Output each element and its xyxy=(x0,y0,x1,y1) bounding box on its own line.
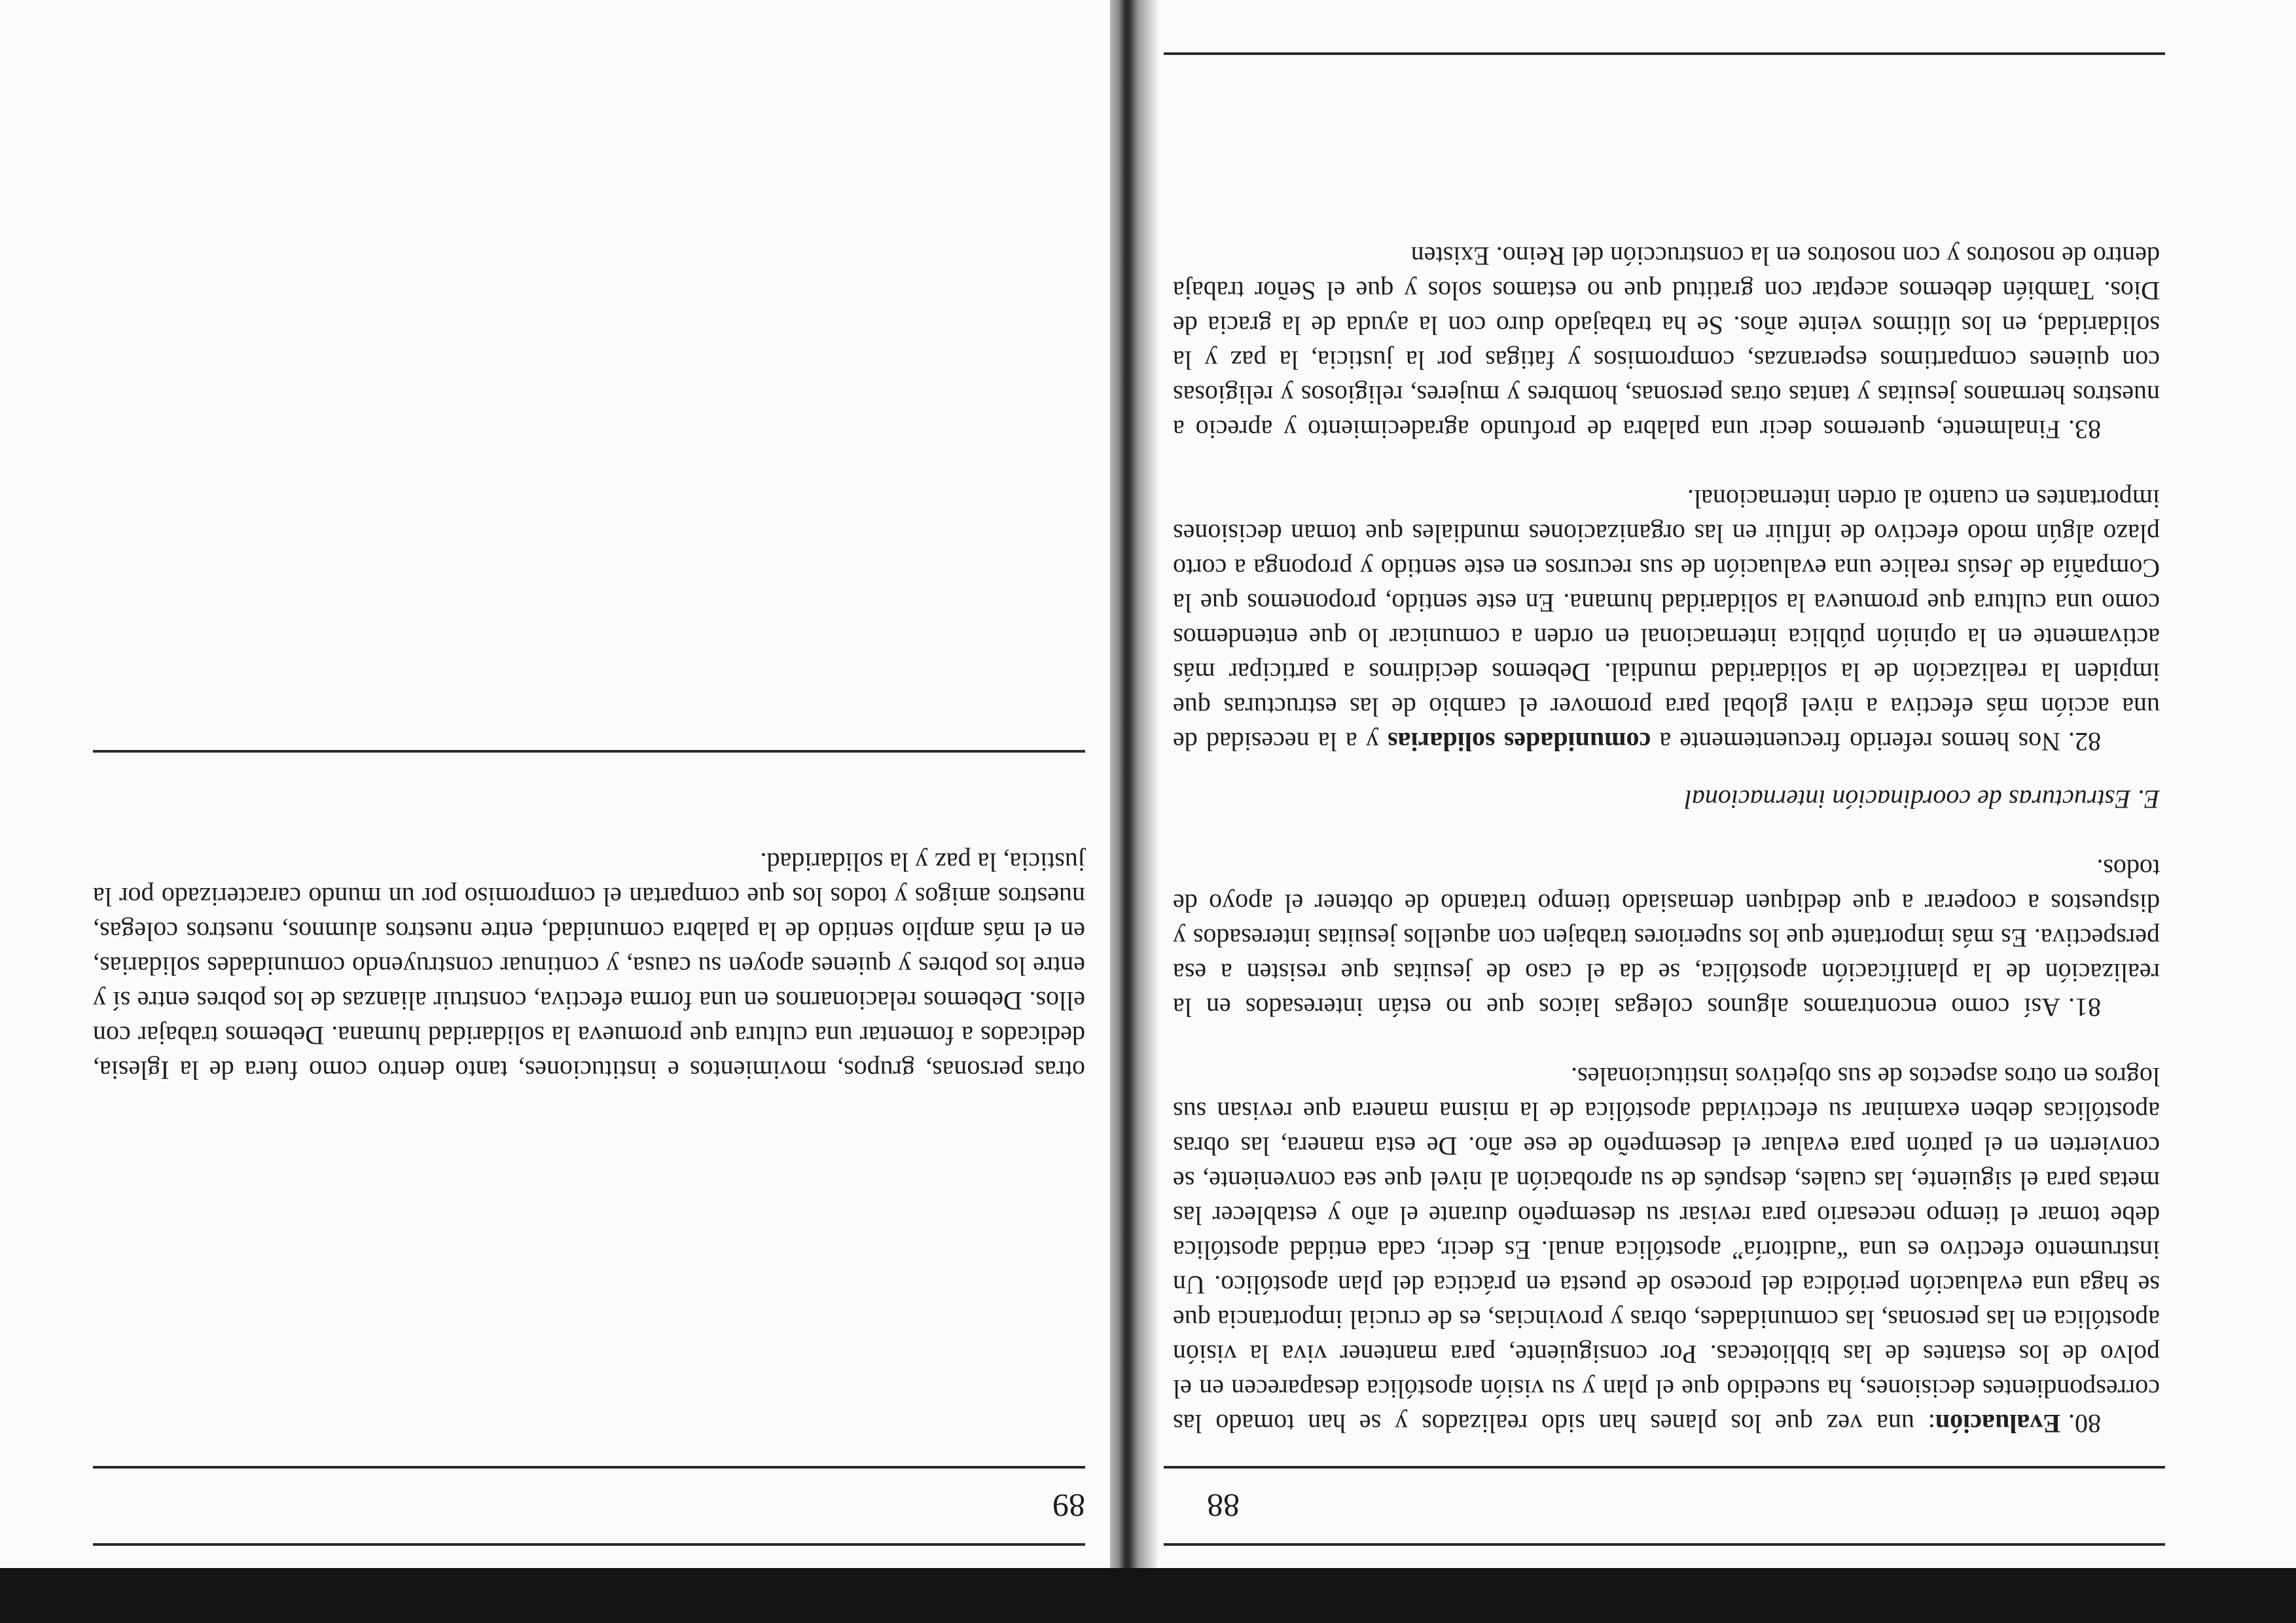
header-rule-bottom xyxy=(93,1466,1085,1469)
paragraph-number: 81. xyxy=(2068,993,2101,1022)
paragraph-text: Nos hemos referido frecuentemente a xyxy=(1651,727,2060,757)
paragraph-text: : una vez que los planes han sido realizados y se han tomado las correspondientes decisiones, ha sucedido que el plan y su visión apostólica desaparecen en el polvo de los estantes de las bibliotecas. Por consiguiente, para mantener viva la visión apostólica en las personas, las comunidades, obras y provincias, es de crucial importancia que se haga una evaluación periódica del proceso de puesta en práctica del plan apostólico. Un instrumento efectivo es una “auditoría” apostólica anual. Es decir, cada entidad apostólica debe tomar el tiempo necesario para revisar su desempeño durante el año y establecer las metas para el siguiente, las cuales, después de su aprobación al nivel que sea conveniente, se convierten en el patrón para evaluar el desempeño de ese año. De esta manera, las obras apostólicas deben examinar su efectividad apostólica de la misma manera que revisan sus logros en otros aspectos de sus objetivos institucionales. xyxy=(1173,1062,2160,1438)
paragraph-81 xyxy=(1173,851,2160,1025)
paragraph-83 xyxy=(1173,239,2160,447)
paragraph-82 xyxy=(1173,482,2160,759)
paragraph-text: y a la necesidad de una acción más efectiva a nivel global para promover el cambio de las estructuras que impiden la realización de la solidaridad mundial. Debemos decidirnos a participar más activamente en la opinión pública internacional en orden a comunicar lo que entendemos como una cultura que promueva la solidaridad humana. En este sentido, proponemos que la Compañía de Jesús realice una evaluación de sus recursos en este sentido y proponga a corto plazo algún modo efectivo de influir en las organizaciones mundiales que toman decisiones importantes en cuanto al orden internacional. xyxy=(1172,484,2160,757)
left-page xyxy=(1138,0,2296,1568)
paragraph-continuation: otras personas, grupos, movimientos e instituciones, tanto dentro como fuera de la Iglesia, dedicados a fomentar una cultura que promueva la solidaridad humana. Debemos trabajar con ellos. Debemos relacionarnos en una forma efectiva, construir alianzas de los pobres entre sí y entre los pobres y quienes apoyen su causa, y continuar construyendo comunidades solidarias, en el más amplio sentido de la palabra comunidad, entre nuestros alumnos, nuestros colegas, nuestros amigos y todos los que compartan el compromiso por un mundo caracterizado por la justicia, la paz y la solidaridad. xyxy=(93,847,1085,1085)
section-end-rule xyxy=(93,750,1085,753)
paragraph-text: Finalmente, queremos decir una palabra de profundo agradecimiento y aprecio a nuestros hermanos jesuitas y tantas otras personas, hombres y mujeres, religiosos y religiosas con quienes compartimos esperanzas, compromisos y fatigas por la justicia, la paz y la solidaridad, en los últimos veinte años. Se ha trabajado duro con la ayuda de la gracia de Dios. También debemos aceptar con gratitud que no estamos solos y que el Señor trabaja dentro de nosotros y con nosotros en la construcción del Reino. Existen xyxy=(1173,241,2160,444)
right-page-body xyxy=(93,845,1085,1088)
paragraph-80 xyxy=(1173,1060,2160,1441)
left-page-body xyxy=(1173,239,2160,1441)
header-rule-top xyxy=(93,1543,1085,1546)
paragraph-text: Así como encontramos algunos colegas laicos que no están interesados en la realización de la planificación apostólica, se da el caso de jesuitas que resisten a esa perspectiva. Es más importante que los superiores trabajen con aquellos jesuitas interesados y dispuestos a cooperar a que dediquen demasiado tiempo tratando de obtener el apoyo de todos. xyxy=(1173,854,2160,1022)
paragraph-number: 80. xyxy=(2068,1409,2101,1438)
paragraph-number: 82. xyxy=(2068,727,2101,757)
page-number: 88 xyxy=(1207,1488,1240,1524)
footer-rule xyxy=(1164,52,2165,55)
right-page xyxy=(0,0,1110,1568)
page-number: 89 xyxy=(1052,1488,1085,1524)
highlighted-term: comunidades solidarias xyxy=(1388,727,1651,757)
paragraph-number: 83. xyxy=(2068,415,2101,444)
highlighted-term: Evaluación xyxy=(1935,1409,2060,1438)
header-rule-top xyxy=(1164,1543,2165,1546)
header-rule-bottom xyxy=(1164,1466,2165,1469)
section-heading: E. Estructuras de coordinación internacional xyxy=(1684,785,2160,814)
